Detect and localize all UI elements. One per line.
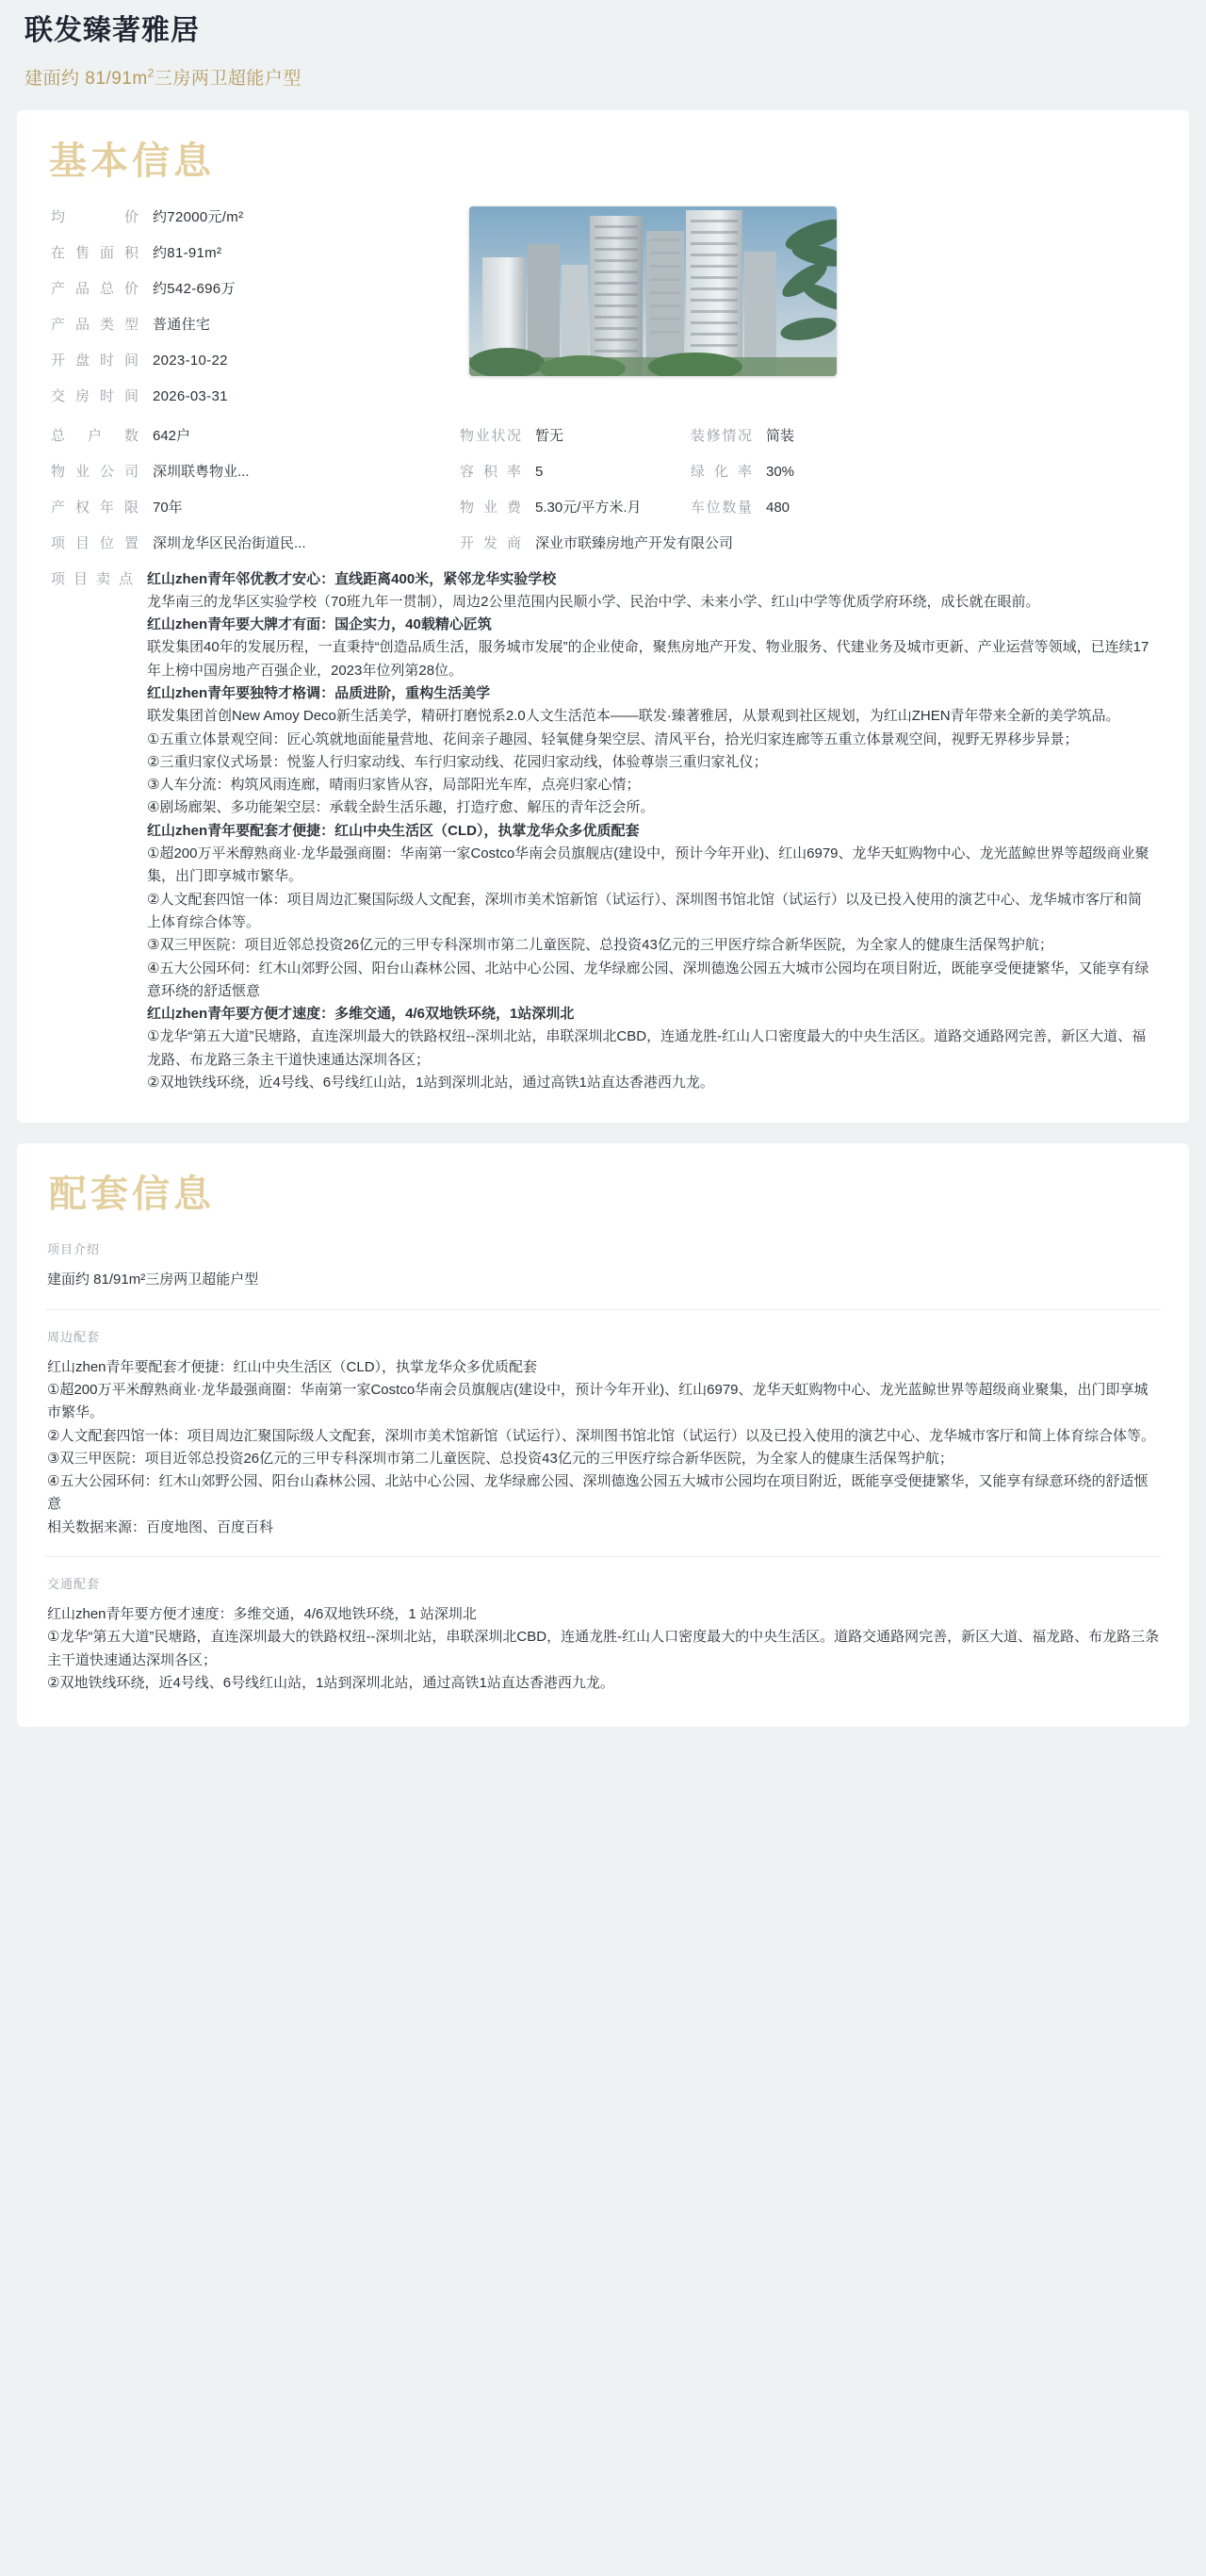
info-cell-property-company — [45, 461, 460, 481]
info-label: 容积率 — [460, 463, 522, 480]
selling-point: ④五大公园环伺：红木山郊野公园、阳台山森林公园、北站中心公园、龙华绿廊公园、深圳德逸公园五大城市公园均在项目附近，既能享受便捷繁华，又能享有绿意环绕的舒适惬意 — [147, 960, 1149, 999]
info-value: 深圳龙华区民治街道民... — [153, 534, 306, 551]
info-value: 深圳联粤物业... — [153, 463, 250, 480]
divider — [45, 1556, 1161, 1557]
info-cell-property-status — [460, 425, 691, 445]
info-value: 30% — [766, 463, 795, 480]
info-value: 约81-91m² — [153, 244, 222, 261]
facilities-title: 配套信息 — [49, 1173, 215, 1216]
selling-point: 红山zhen青年要独特才格调：品质进阶，重构生活美学 — [147, 684, 491, 701]
info-row-delivery-date — [51, 386, 460, 405]
selling-points-label: 项目卖点 — [51, 570, 134, 587]
table-row — [45, 425, 1161, 445]
info-label: 在售面积 — [51, 244, 139, 261]
info-label: 开盘时间 — [51, 352, 139, 369]
section-paragraph: ②人文配套四馆一体：项目周边汇聚国际级人文配套，深圳市美术馆新馆（试运行）、深圳图书馆北馆（试运行）以及已投入使用的演艺中心、龙华城市客厅和简上体育综合体等。 — [47, 1427, 1155, 1444]
info-cell-ownership-years — [45, 497, 460, 517]
section-head-intro: 项目介绍 — [47, 1242, 101, 1257]
section-body-transport — [47, 1603, 1161, 1695]
section-paragraph: ④五大公园环伺：红木山郊野公园、阳台山森林公园、北站中心公园、龙华绿廊公园、深圳德逸公园五大城市公园均在项目附近，既能享受便捷繁华，又能享有绿意环绕的舒适惬意 — [47, 1473, 1149, 1513]
selling-point: 红山zhen青年要方便才速度：多维交通，4/6双地铁环绕，1站深圳北 — [147, 1006, 575, 1023]
page-subtitle — [24, 64, 1182, 90]
selling-point: ③双三甲医院：项目近邻总投资26亿元的三甲专科深圳市第二儿童医院、总投资43亿元的三甲医疗综合新华医院，为全家人的健康生活保驾护航； — [147, 937, 1053, 954]
section-paragraph: ①龙华“第五大道”民塘路，直连深圳最大的铁路权纽--深圳北站，串联深圳北CBD，连通龙胜-红山人口密度最大的中央生活区。道路交通路网完善，新区大道、福龙路、布龙路三条主干道快速通达深圳各区； — [47, 1629, 1160, 1668]
section-paragraph: ①超200万平米醇熟商业·龙华最强商圈：华南第一家Costco华南会员旗舰店(建设中，预计今年开业)、红山6979、龙华天虹购物中心、龙光蓝鲸世界等超级商业聚集，出门即享城市繁华。 — [47, 1381, 1149, 1421]
selling-point: ②双地铁线环绕，近4号线、6号线红山站，1站到深圳北站，通过高铁1站直达香港西九龙。 — [147, 1075, 714, 1091]
info-value: 2023-10-22 — [153, 352, 228, 369]
table-row — [45, 461, 1161, 481]
info-row-total-price — [51, 278, 460, 298]
info-cell-parking-count — [691, 497, 1161, 517]
info-cell-developer — [460, 533, 1161, 552]
basic-info-title: 基本信息 — [49, 139, 215, 182]
selling-point: 联发集团首创New Amoy Deco新生活美学，精研打磨悦系2.0人文生活范本——联发·臻著雅居，从景观到社区规划，为红山ZHEN青年带来全新的美学筑品。 — [147, 708, 1120, 725]
info-row-area — [51, 242, 460, 262]
bottom-spacer — [0, 1727, 1206, 1759]
info-row-type — [51, 314, 460, 334]
info-cell-property-fee — [460, 497, 691, 517]
info-label: 交房时间 — [51, 387, 139, 404]
selling-point: ①五重立体景观空间：匠心筑就地面能量营地、花间亲子趣园、轻氧健身架空层、清风平台，拾光归家连廊等五重立体景观空间，视野无界移步异景； — [147, 730, 1079, 747]
project-photo-image — [469, 206, 837, 376]
info-row-open-date — [51, 350, 460, 369]
selling-point: ④剧场廊架、多功能架空层：承载全龄生活乐趣，打造疗愈、解压的青年泛会所。 — [147, 799, 655, 816]
divider — [45, 1309, 1161, 1310]
section-head-surrounding: 周边配套 — [47, 1329, 101, 1344]
info-value: 约72000元/m² — [153, 208, 244, 225]
info-value: 5.30元/平方米.月 — [535, 499, 642, 516]
info-label: 总户数 — [51, 427, 139, 444]
info-label: 装修情况 — [691, 427, 753, 444]
info-label: 物业费 — [460, 499, 522, 516]
selling-points-body — [147, 568, 1161, 1095]
info-cell-location — [45, 533, 460, 552]
section-paragraph: 红山zhen青年要配套才便捷：红山中央生活区（CLD），执掌龙华众多优质配套 — [47, 1358, 538, 1375]
selling-point: ①超200万平米醇熟商业·龙华最强商圈：华南第一家Costco华南会员旗舰店(建设中，预计今年开业)、红山6979、龙华天虹购物中心、龙光蓝鲸世界等超级商业聚集，出门即享城市繁华。 — [147, 845, 1149, 885]
selling-point: 红山zhen青年要大牌才有面：国企实力，40载精心匠筑 — [147, 616, 492, 633]
selling-point: 红山zhen青年要配套才便捷：红山中央生活区（CLD），执掌龙华众多优质配套 — [147, 822, 640, 839]
subtitle-superscript: 2 — [147, 66, 155, 80]
info-value: 深业市联臻房地产开发有限公司 — [535, 534, 734, 551]
subtitle-post: 三房两卫超能户型 — [154, 68, 302, 89]
info-row-price — [51, 206, 460, 226]
table-row — [45, 497, 1161, 517]
info-label: 开发商 — [460, 534, 522, 551]
selling-point: 龙华南三的龙华区实验学校（70班九年一贯制），周边2公里范围内民顺小学、民治中学、未来小学、红山中学等优质学府环绕，成长就在眼前。 — [147, 593, 1040, 610]
info-cell-plot-ratio — [460, 461, 691, 481]
info-value: 2026-03-31 — [153, 387, 228, 404]
section-paragraph: ③双三甲医院：项目近邻总投资26亿元的三甲专科深圳市第二儿童医院、总投资43亿元的三甲医疗综合新华医院，为全家人的健康生活保驾护航； — [47, 1450, 953, 1467]
basic-info-pairs — [45, 206, 460, 421]
info-cell-total-units — [45, 425, 460, 445]
info-label: 车位数量 — [691, 499, 753, 516]
selling-points-block — [45, 568, 1161, 1095]
basic-info-top — [45, 206, 1161, 421]
info-value: 暂无 — [535, 427, 564, 444]
info-label: 均价 — [51, 208, 139, 225]
section-paragraph: 建面约 81/91m²三房两卫超能户型 — [47, 1272, 259, 1288]
page-header — [0, 0, 1206, 90]
info-value: 约542-696万 — [153, 280, 236, 297]
info-value: 简装 — [766, 427, 795, 444]
info-label: 绿化率 — [691, 463, 753, 480]
section-paragraph: 红山zhen青年要方便才速度：多维交通，4/6双地铁环绕，1 站深圳北 — [47, 1606, 477, 1622]
table-row — [45, 533, 1161, 552]
info-label: 产品类型 — [51, 316, 139, 333]
info-value: 480 — [766, 499, 790, 516]
section-body-intro — [47, 1269, 1161, 1291]
facilities-card — [17, 1143, 1189, 1727]
selling-point: ②人文配套四馆一体：项目周边汇聚国际级人文配套，深圳市美术馆新馆（试运行）、深圳图书馆北馆（试运行）以及已投入使用的演艺中心、龙华城市客厅和简上体育综合体等。 — [147, 891, 1142, 930]
selling-point: ②三重归家仪式场景：悦鉴人行归家动线、车行归家动线、花园归家动线，体验尊崇三重归家礼仪； — [147, 753, 768, 770]
basic-info-card — [17, 110, 1189, 1124]
info-cell-decoration — [691, 425, 1161, 445]
info-label: 物业公司 — [51, 463, 139, 480]
info-value: 642户 — [153, 427, 191, 444]
section-paragraph: ②双地铁线环绕，近4号线、6号线红山站，1站到深圳北站，通过高铁1站直达香港西九龙。 — [47, 1674, 614, 1691]
info-value: 70年 — [153, 499, 183, 516]
info-label: 项目位置 — [51, 534, 139, 551]
section-body-surrounding — [47, 1356, 1161, 1539]
info-label: 产权年限 — [51, 499, 139, 516]
info-label: 产品总价 — [51, 280, 139, 297]
info-value: 5 — [535, 463, 544, 480]
subtitle-pre: 建面约 81/91m — [24, 68, 148, 89]
selling-point: 红山zhen青年邻优教才安心：直线距离400米，紧邻龙华实验学校 — [147, 570, 557, 587]
selling-point: ③人车分流：构筑风雨连廊，晴雨归家皆从容，局部阳光车库，点亮归家心情； — [147, 777, 641, 794]
info-cell-green-ratio — [691, 461, 1161, 481]
page-title: 联发臻著雅居 — [24, 15, 200, 46]
selling-point: 联发集团40年的发展历程，一直秉持“创造品质生活，服务城市发展”的企业使命，聚焦房地产开发、物业服务、代建业务及城市更新、产业运营等领域，已连续17年上榜中国房地产百强企业，2023年位列第28位。 — [147, 639, 1149, 679]
selling-point: ①龙华“第五大道”民塘路，直连深圳最大的铁路权纽--深圳北站，串联深圳北CBD，连通龙胜-红山人口密度最大的中央生活区。道路交通路网完善，新区大道、福龙路、布龙路三条主干道快速通达深圳各区； — [147, 1028, 1147, 1068]
project-photo[interactable] — [469, 206, 837, 376]
info-label: 物业状况 — [460, 427, 522, 444]
section-paragraph-source: 相关数据来源：百度地图、百度百科 — [47, 1518, 274, 1535]
section-head-transport: 交通配套 — [47, 1577, 101, 1591]
basic-info-tri-rows — [45, 425, 1161, 552]
info-value: 普通住宅 — [153, 316, 211, 333]
